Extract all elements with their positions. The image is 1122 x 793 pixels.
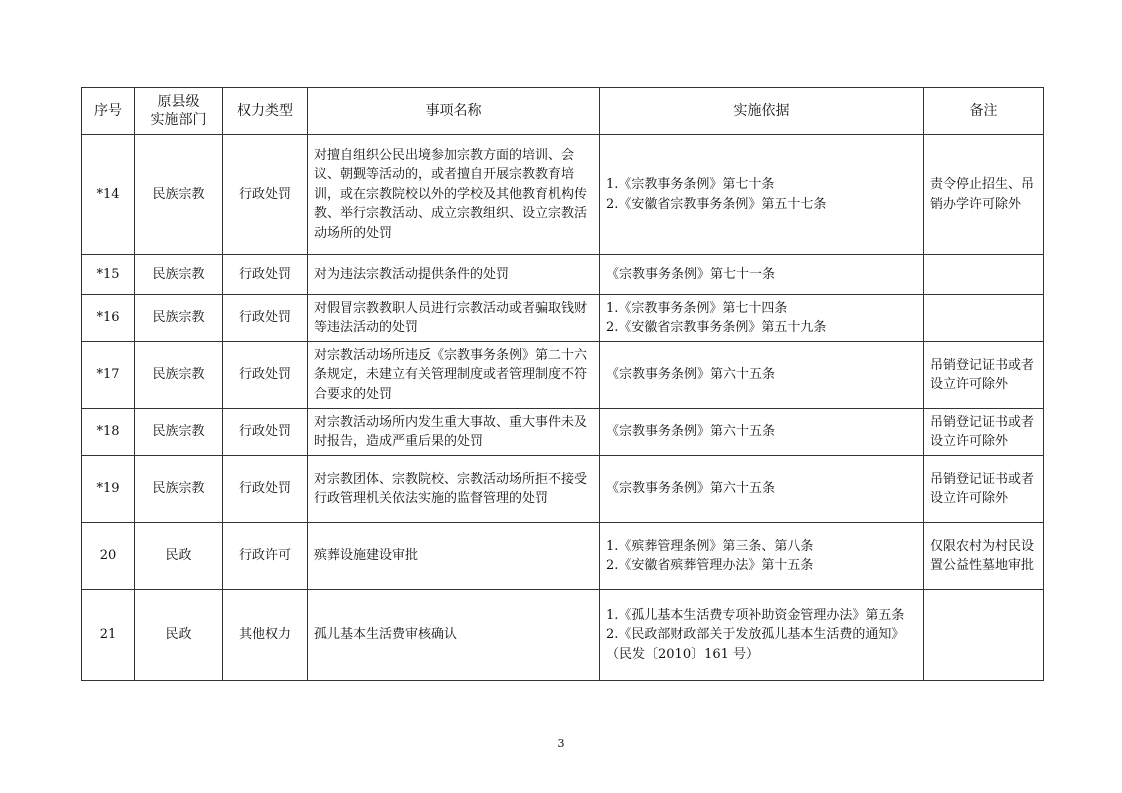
basis-line: 1.《殡葬管理条例》第三条、第八条	[606, 538, 814, 554]
cell-basis	[600, 590, 924, 681]
table-header-row	[82, 88, 1044, 135]
cell-basis	[600, 255, 924, 295]
cell-seq: 21	[82, 590, 135, 681]
cell-power-type: 行政许可	[223, 523, 308, 590]
cell-power-type: 行政处罚	[223, 456, 308, 523]
basis-line: 《宗教事务条例》第七十一条	[606, 266, 776, 282]
basis-line: 《宗教事务条例》第六十五条	[606, 424, 776, 440]
cell-remark	[924, 590, 1044, 681]
cell-remark: 吊销登记证书或者设立许可除外	[924, 342, 1044, 409]
basis-line: 《宗教事务条例》第六十五条	[606, 367, 776, 383]
table-row	[82, 590, 1044, 681]
basis-line: 2.《安徽省殡葬管理办法》第十五条	[606, 558, 814, 573]
cell-dept: 民族宗教	[135, 295, 223, 342]
cell-remark: 责令停止招生、吊销办学许可除外	[924, 135, 1044, 255]
cell-basis	[600, 135, 924, 255]
table-row	[82, 295, 1044, 342]
basis-line: 1.《宗教事务条例》第七十条	[606, 177, 775, 192]
cell-basis	[600, 342, 924, 409]
cell-power-type: 行政处罚	[223, 342, 308, 409]
cell-item-name: 对擅自组织公民出境参加宗教方面的培训、会议、朝觐等活动的，或者擅自开展宗教教育培训，或在宗教院校以外的学校及其他教育机构传教、举行宗教活动、成立宗教组织、设立宗教活动场所的处罚	[308, 135, 600, 255]
cell-dept: 民族宗教	[135, 135, 223, 255]
cell-power-type: 其他权力	[223, 590, 308, 681]
cell-seq: *14	[82, 135, 135, 255]
cell-power-type: 行政处罚	[223, 295, 308, 342]
table-row	[82, 342, 1044, 409]
table-row	[82, 135, 1044, 255]
cell-dept: 民族宗教	[135, 342, 223, 409]
cell-item-name: 对假冒宗教教职人员进行宗教活动或者骗取钱财等违法活动的处罚	[308, 295, 600, 342]
cell-basis	[600, 523, 924, 590]
cell-seq: *16	[82, 295, 135, 342]
cell-item-name: 殡葬设施建设审批	[308, 523, 600, 590]
basis-line: 2.《安徽省宗教事务条例》第五十七条	[606, 196, 827, 212]
page-number: 3	[557, 737, 565, 750]
header-remark: 备注	[924, 88, 1044, 135]
cell-power-type: 行政处罚	[223, 255, 308, 295]
cell-item-name: 对宗教活动场所内发生重大事故、重大事件未及时报告，造成严重后果的处罚	[308, 409, 600, 456]
table-body	[82, 135, 1044, 681]
header-item-name: 事项名称	[308, 88, 600, 135]
cell-seq: *19	[82, 456, 135, 523]
basis-line: 2.《安徽省宗教事务条例》第五十九条	[606, 320, 827, 335]
basis-line: 《宗教事务条例》第六十五条	[606, 481, 776, 497]
table-row	[82, 409, 1044, 456]
table-row	[82, 523, 1044, 590]
cell-power-type: 行政处罚	[223, 409, 308, 456]
power-list-table	[81, 87, 1044, 681]
header-basis: 实施依据	[600, 88, 924, 135]
header-dept-line1: 原县级	[157, 94, 200, 110]
cell-remark: 吊销登记证书或者设立许可除外	[924, 409, 1044, 456]
cell-item-name: 对为违法宗教活动提供条件的处罚	[308, 255, 600, 295]
basis-line: 1.《孤儿基本生活费专项补助资金管理办法》第五条	[606, 607, 905, 623]
table-row	[82, 456, 1044, 523]
basis-line: 2.《民政部财政部关于发放孤儿基本生活费的通知》（民发〔2010〕161 号）	[606, 627, 905, 662]
cell-item-name: 对宗教活动场所违反《宗教事务条例》第二十六条规定，未建立有关管理制度或者管理制度不符合要求的处罚	[308, 342, 600, 409]
header-dept-line2: 实施部门	[150, 112, 207, 128]
cell-dept: 民族宗教	[135, 456, 223, 523]
cell-power-type: 行政处罚	[223, 135, 308, 255]
cell-remark	[924, 295, 1044, 342]
cell-item-name: 对宗教团体、宗教院校、宗教活动场所拒不接受行政管理机关依法实施的监督管理的处罚	[308, 456, 600, 523]
table-row	[82, 255, 1044, 295]
cell-seq: 20	[82, 523, 135, 590]
cell-remark	[924, 255, 1044, 295]
cell-remark: 吊销登记证书或者设立许可除外	[924, 456, 1044, 523]
cell-basis	[600, 409, 924, 456]
cell-basis	[600, 295, 924, 342]
cell-seq: *15	[82, 255, 135, 295]
cell-dept: 民政	[135, 590, 223, 681]
header-power-type: 权力类型	[223, 88, 308, 135]
cell-seq: *17	[82, 342, 135, 409]
cell-seq: *18	[82, 409, 135, 456]
cell-dept: 民政	[135, 523, 223, 590]
cell-dept: 民族宗教	[135, 255, 223, 295]
header-dept	[135, 88, 223, 135]
cell-item-name: 孤儿基本生活费审核确认	[308, 590, 600, 681]
cell-dept: 民族宗教	[135, 409, 223, 456]
cell-remark: 仅限农村为村民设置公益性墓地审批	[924, 523, 1044, 590]
basis-line: 1.《宗教事务条例》第七十四条	[606, 300, 788, 316]
cell-basis	[600, 456, 924, 523]
header-seq: 序号	[82, 88, 135, 135]
